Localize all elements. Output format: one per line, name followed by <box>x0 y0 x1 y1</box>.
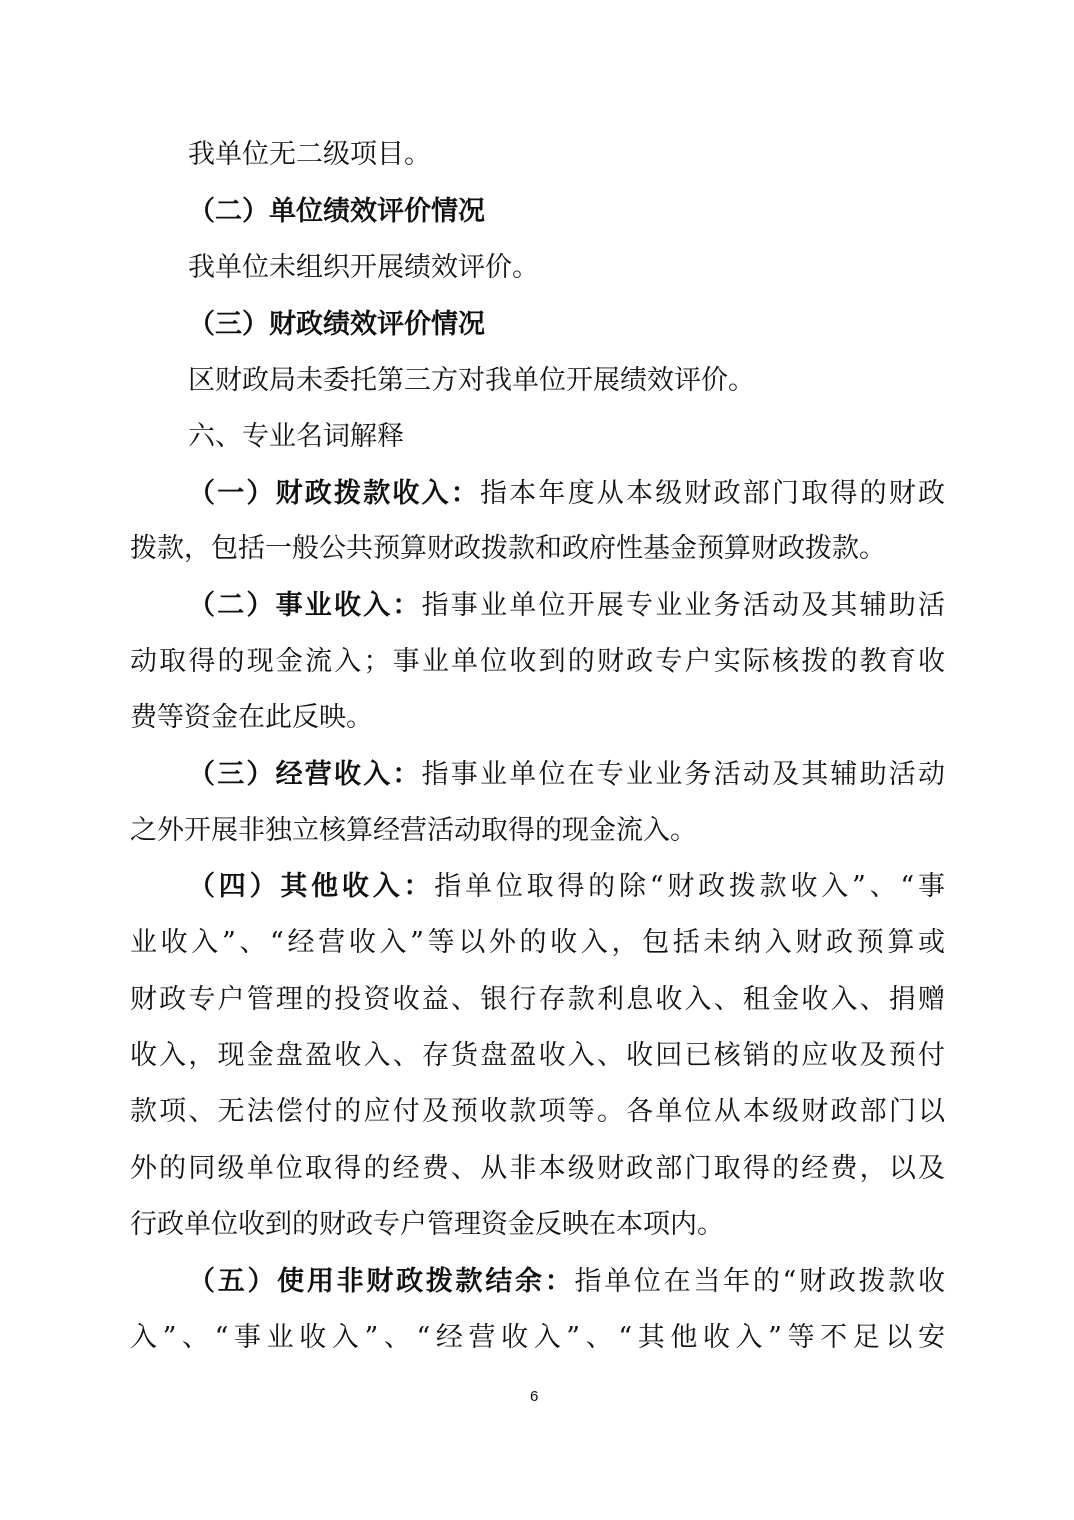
body-line <box>188 251 945 285</box>
line-text: 我单位未组织开展绩效评价。 <box>188 252 539 283</box>
body-line <box>130 814 945 848</box>
body-line <box>130 701 945 735</box>
section-heading <box>188 308 945 342</box>
term-label: （二）事业收入： <box>188 590 422 621</box>
line-text: 拨款，包括一般公共预算财政拨款和政府性基金预算财政拨款。 <box>130 533 886 564</box>
body-line <box>188 364 945 398</box>
term-line <box>188 758 945 792</box>
body-line <box>130 926 945 960</box>
line-text: 行政单位收到的财政专户管理资金反映在本项内。 <box>130 1209 724 1240</box>
body-line <box>130 983 945 1017</box>
term-label: （五）使用非财政拨款结余： <box>188 1266 575 1297</box>
line-text: 款项、无法偿付的应付及预收款项等。各单位从本级财政部门以 <box>130 1096 945 1127</box>
term-line <box>188 870 945 904</box>
line-text: 指本年度从本级财政部门取得的财政 <box>480 478 945 509</box>
body-line <box>130 1039 945 1073</box>
body-line <box>188 138 945 172</box>
line-text: 收入，现金盘盈收入、存货盘盈收入、收回已核销的应收及预付 <box>130 1040 945 1071</box>
chapter-heading <box>188 420 945 454</box>
term-label: （三）经营收入： <box>188 759 422 790</box>
term-label: （一）财政拨款收入： <box>188 478 480 509</box>
line-text: 指单位取得的除“财政拨款收入”、“事 <box>434 871 945 902</box>
line-text: 区财政局未委托第三方对我单位开展绩效评价。 <box>188 365 755 396</box>
body-line <box>130 532 945 566</box>
body-line <box>130 645 945 679</box>
term-line <box>188 477 945 511</box>
heading-text: （二）单位绩效评价情况 <box>188 196 485 227</box>
line-text: 指事业单位在专业业务活动及其辅助活动 <box>421 759 946 790</box>
line-text: 指事业单位开展专业业务活动及其辅助活 <box>421 590 946 621</box>
body-line <box>130 1152 945 1186</box>
line-text: 费等资金在此反映。 <box>130 702 373 733</box>
line-text: 外的同级单位取得的经费、从非本级财政部门取得的经费，以及 <box>130 1153 945 1184</box>
body-line <box>130 1208 945 1242</box>
term-line <box>188 589 945 623</box>
line-text: 业收入”、“经营收入”等以外的收入，包括未纳入财政预算或 <box>130 927 945 958</box>
term-line <box>188 1265 945 1299</box>
line-text: 之外开展非独立核算经营活动取得的现金流入。 <box>130 815 697 846</box>
body-line <box>130 1095 945 1129</box>
section-heading <box>188 195 945 229</box>
heading-text: 六、专业名词解释 <box>188 421 404 452</box>
line-text: 我单位无二级项目。 <box>188 139 431 170</box>
line-text: 动取得的现金流入；事业单位收到的财政专户实际核拨的教育收 <box>130 646 945 677</box>
line-text: 财政专户管理的投资收益、银行存款利息收入、租金收入、捐赠 <box>130 984 945 1015</box>
term-label: （四）其他收入： <box>188 871 435 902</box>
line-text: 指单位在当年的“财政拨款收 <box>574 1266 946 1297</box>
heading-text: （三）财政绩效评价情况 <box>188 309 485 340</box>
line-text: 入”、“事业收入”、“经营收入”、“其他收入”等不足以安 <box>130 1322 945 1353</box>
body-line <box>130 1321 945 1355</box>
page-number: 6 <box>530 1388 539 1405</box>
